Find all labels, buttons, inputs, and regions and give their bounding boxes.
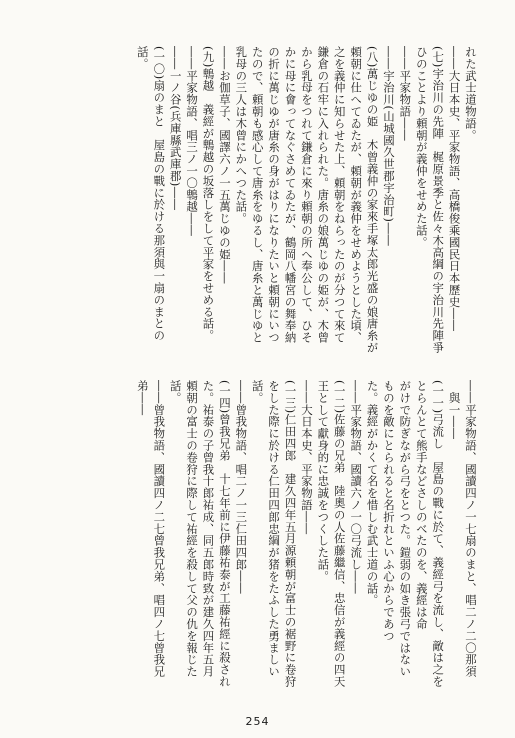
lower-text-line: をした際に於ける仁田四郎忠綱が猪をたふした勇ましい bbox=[267, 380, 282, 678]
upper-text-line: (七)宇治川の先陣 梶原景季と佐々木高綱の宇治川先陣爭 bbox=[431, 46, 446, 354]
upper-text-line: 鎌倉の石牢に入れられた。唐糸の娘萬じゆの姫が、木曾 bbox=[316, 46, 331, 344]
upper-text-line: 之を義仲に知らせた上、頼朝をねらったのが分つて來て bbox=[332, 46, 347, 344]
lower-text-line: 弟―― bbox=[135, 380, 150, 416]
lower-text-line: (一一)弓流し 屋島の戰に於て、義經弓を流し、敵は之を bbox=[431, 380, 446, 688]
upper-text-line: (八)萬じゆの姫 木曾義仲の家來手塚太郎光盛の娘唐糸が bbox=[365, 46, 380, 354]
lower-text-block bbox=[134, 380, 479, 698]
lower-text-line: ――曾我物語、國讀四ノ二七曾我兄弟、唱四ノ七曾我兄 bbox=[152, 380, 167, 678]
upper-text-line: 話。 bbox=[135, 46, 150, 70]
lower-text-line: がけで防ぎながら弓をとつた。鎧弱の如き張弓ではない bbox=[398, 380, 413, 678]
lower-text-line: ――平家物語、國讀四ノ一七扇のまと、唱二ノ二〇那須 bbox=[464, 380, 478, 678]
lower-text-line: (一四)曾我兄弟 十七年前に伊藤祐泰が工藤祐經に殺され bbox=[217, 380, 232, 688]
lower-text-line: 頼朝の富士の卷狩に際して祐經を殺して父の仇を報じた bbox=[185, 380, 200, 678]
upper-text-line: から乳母をつれて鎌倉に來り頼朝の所へ奉公して、ひそ bbox=[299, 46, 314, 344]
upper-text-line: ひのことより頼朝が義仲をせめた話。 bbox=[414, 46, 429, 249]
lower-text-line: 與一―― bbox=[447, 380, 462, 440]
lower-text-line: 王として獻身的に忠誠をつくした話。 bbox=[316, 380, 331, 583]
lower-text-line: (一三)仁田四郎 建久四年五月源頼朝が富士の裾野に卷狩 bbox=[283, 380, 298, 688]
upper-text-block bbox=[134, 46, 479, 364]
lower-text-line: 話。 bbox=[168, 380, 183, 404]
upper-text-line: 乳母の三人は木曾にかへつた話。 bbox=[234, 46, 249, 225]
upper-text-line: ――平家物語、唱三ノ一〇鵯越―― bbox=[185, 46, 200, 237]
upper-text-line: (九)鵯越 義經が鵯越の坂落しをして平家をせめる話。 bbox=[201, 46, 216, 342]
upper-text-line: れた武士道物語。 bbox=[464, 46, 478, 142]
lower-text-line: 話。 bbox=[250, 380, 265, 404]
upper-text-line: ――一ノ谷(兵庫縣武庫郡)―― bbox=[168, 46, 183, 211]
upper-text-line: ――平家物語―― bbox=[398, 46, 413, 142]
upper-text-line: ――お伽草子、國譯六ノ一五萬じゆの姫―― bbox=[217, 46, 232, 284]
page-number: 254 bbox=[245, 715, 270, 728]
upper-text-line: たので、頼朝も感心して唐糸をゆるし、唐糸と萬じゆと bbox=[250, 46, 265, 344]
upper-text-line: ――大日本史、平家物語、高橋俊乘國民日本歷史―― bbox=[447, 46, 462, 332]
lower-text-line: とらんとて熊手などさしのべたのを、義經は命 bbox=[414, 380, 429, 630]
upper-text-line: 頼朝に仕へてゐたが、頼朝が義仲をせめようとした頃、 bbox=[349, 46, 364, 344]
lower-text-line: ――曾我物語、唱二ノ一三仁田四郎―― bbox=[234, 380, 249, 595]
upper-text-line: (一〇)扇のまと 屋島の戰に於ける那須與一扇のまとの bbox=[152, 46, 167, 342]
lower-text-line: た。祐泰の子曾我十郎祐成、同五郎時致が建久四年五月 bbox=[201, 380, 216, 678]
upper-text-line: ――宇治川(山城國久世郡宇治町)―― bbox=[381, 46, 396, 247]
lower-text-line: た。義經がかくて名を惜しむ武士道の話。 bbox=[365, 380, 380, 607]
lower-text-line: (一二)佐藤の兄弟 陸奧の人佐藤繼信、忠信が義經の四天 bbox=[332, 380, 347, 688]
lower-text-line: ものを敵にとられると名折れといふ心からであつ bbox=[381, 380, 396, 642]
upper-text-line: の折に萬じゆが唐糸の身がはりになりたいと頼朝にいつ bbox=[267, 46, 282, 344]
lower-text-line: ――大日本史、平家物語―― bbox=[299, 380, 314, 535]
upper-text-line: かに母に會ってなぐさめてゐたが、鶴岡八幡宮の舞奉納 bbox=[283, 46, 298, 344]
lower-text-line: ――平家物語、國讀六ノ一〇弓流し―― bbox=[349, 380, 364, 595]
